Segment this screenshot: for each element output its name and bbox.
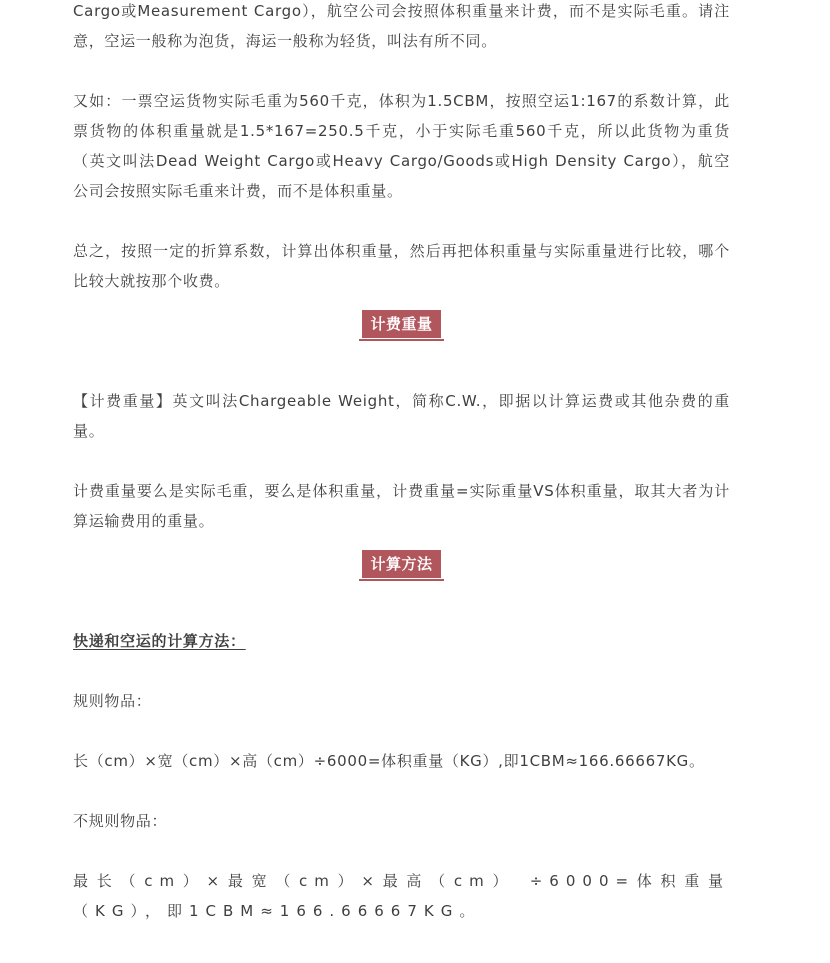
paragraph-chargeable-weight-rule: 计费重量要么是实际毛重，要么是体积重量，计费重量=实际重量VS体积重量，取其大者为计算运输费用的重量。 <box>73 482 730 530</box>
paragraph-chargeable-weight-definition: 【计费重量】英文叫法Chargeable Weight，简称C.W.，即据以计算运费或其他杂费的重量。 <box>73 392 730 440</box>
section-header-calculation-method <box>73 536 730 626</box>
paragraph-summary: 总之，按照一定的折算系数，计算出体积重量，然后再把体积重量与实际重量进行比较，哪个比较大就按那个收费。 <box>73 242 730 290</box>
paragraph-irregular-items-label: 不规则物品： <box>73 812 168 830</box>
paragraph-irregular-items-formula: 最长（cm）×最宽（cm）×最高（cm） ÷6000=体积重量（KG），即1CBM≈166.66667KG。 <box>73 872 730 920</box>
paragraph-foam-cargo-note: Cargo或Measurement Cargo），航空公司会按照体积重量来计费，而不是实际毛重。请注意，空运一般称为泡货，海运一般称为轻货，叫法有所不同。 <box>73 2 730 50</box>
section-title-calculation-method: 计算方法 <box>362 550 440 578</box>
subheading-express-air-method: 快递和空运的计算方法： <box>73 632 246 650</box>
paragraph-regular-items-label: 规则物品： <box>73 692 152 710</box>
article-body <box>73 0 730 926</box>
section-title-chargeable-weight: 计费重量 <box>362 310 440 338</box>
section-header-chargeable-weight <box>73 296 730 386</box>
paragraph-regular-items-formula: 长（cm）×宽（cm）×高（cm）÷6000=体积重量（KG）,即1CBM≈166.66667KG。 <box>73 752 705 770</box>
paragraph-heavy-cargo-example: 又如：一票空运货物实际毛重为560千克，体积为1.5CBM，按照空运1:167的系数计算，此票货物的体积重量就是1.5*167=250.5千克，小于实际毛重560千克，所以此货物为重货（英文叫法Dead Weight Cargo或Heavy Cargo/Goods或High Density Cargo），航空公司会按照实际毛重来计费，而不是体积重量。 <box>73 92 730 200</box>
